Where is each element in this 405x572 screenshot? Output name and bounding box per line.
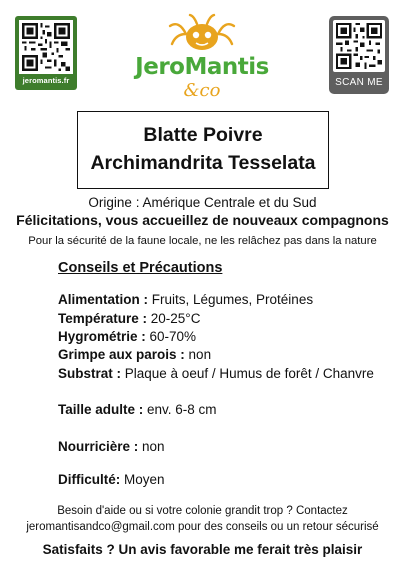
release-warning: Pour la sécurité de la faune locale, ne les relâchez pas dans la nature [28, 235, 377, 247]
care-label: Difficulté: [58, 472, 121, 487]
qr-code-scan[interactable] [329, 16, 389, 94]
care-nourriciere [58, 439, 165, 454]
care-label: Nourricière : [58, 439, 139, 454]
species-scientific-name: Archimandrita Tesselata [90, 152, 316, 174]
care-hygrometrie [58, 329, 196, 344]
care-value: Moyen [120, 472, 165, 487]
qr-code-icon [333, 20, 385, 72]
care-taille [58, 402, 217, 417]
care-label: Alimentation : [58, 292, 148, 307]
species-common-name: Blatte Poivre [143, 124, 263, 146]
brand-name: JeroMantis [135, 54, 269, 80]
care-value: Plaque à oeuf / Humus de forêt / Chanvre [121, 366, 374, 381]
care-value: 20-25°C [147, 311, 201, 326]
care-difficulte [58, 472, 165, 487]
care-alimentation [58, 292, 313, 307]
care-value: non [184, 347, 212, 362]
mantis-logo-icon [164, 12, 240, 56]
care-value: Fruits, Légumes, Protéines [148, 292, 314, 307]
section-title: Conseils et Précautions [58, 260, 223, 276]
brand-subtitle: &co [183, 80, 221, 101]
help-text: Besoin d'aide ou si votre colonie grandit trop ? Contactez [57, 505, 348, 517]
care-value: env. 6-8 cm [143, 402, 217, 417]
scan-me-caption: SCAN ME [335, 77, 383, 88]
qr-code-icon [19, 20, 73, 74]
species-title-box [77, 111, 329, 189]
website-caption: jeromantis.fr [22, 76, 70, 85]
care-value: 60-70% [145, 329, 197, 344]
care-value: non [138, 439, 165, 454]
care-label: Grimpe aux parois : [58, 347, 185, 362]
care-substrat [58, 366, 374, 381]
congrats-text: Félicitations, vous accueillez de nouveaux compagnons [16, 212, 389, 228]
care-label: Température : [58, 311, 148, 326]
review-request: Satisfaits ? Un avis favorable me ferait très plaisir [42, 542, 363, 557]
care-grimpe [58, 347, 211, 362]
origin-text: Origine : Amérique Centrale et du Sud [88, 195, 317, 210]
care-label: Taille adulte : [58, 402, 144, 417]
care-label: Substrat : [58, 366, 122, 381]
care-temperature [58, 311, 200, 326]
brand-logo [122, 12, 282, 112]
qr-code-website[interactable] [15, 16, 77, 90]
contact-email-text: jeromantisandco@gmail.com pour des conseils ou un retour sécurisé [26, 521, 379, 533]
care-label: Hygrométrie : [58, 329, 146, 344]
